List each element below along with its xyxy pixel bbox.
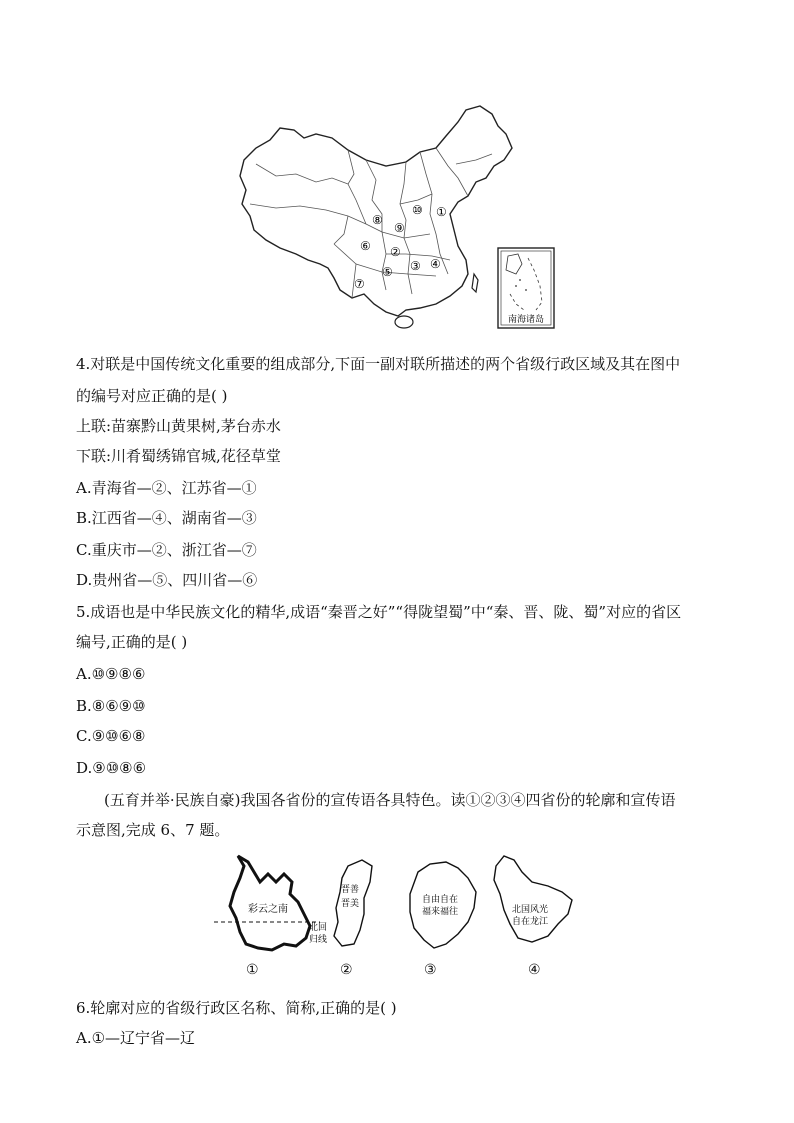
china-map xyxy=(236,104,566,332)
q5-option-d[interactable]: D.⑨⑩⑧⑥ xyxy=(76,759,147,777)
map-label-7: ⑦ xyxy=(354,277,365,291)
map-label-9: ⑨ xyxy=(394,221,405,235)
p2-slogan-line2: 晋美 xyxy=(340,899,360,909)
hainan-island xyxy=(395,316,413,328)
p1-slogan: 彩云之南 xyxy=(248,904,288,915)
intro-line2: 示意图,完成 6、7 题。 xyxy=(76,821,230,839)
province-number-1: ① xyxy=(246,962,259,978)
p3-slogan-line2: 福来福往 xyxy=(421,907,459,917)
province-4-outline xyxy=(494,856,572,942)
p4-slogan-line1: 北国风光 xyxy=(511,905,549,915)
map-label-2: ② xyxy=(390,245,401,259)
q4-couplet-up: 上联:苗寨黔山黄果树,茅台赤水 xyxy=(76,417,281,435)
province-3-outline xyxy=(410,862,476,948)
q4-option-c[interactable]: C.重庆市—②、浙江省—⑦ xyxy=(76,541,257,559)
q5-stem-line1: 5.成语也是中华民族文化的精华,成语“秦晋之好”“得陇望蜀”中“秦、晋、陇、蜀”对应的省区 xyxy=(76,603,682,621)
q5-option-b[interactable]: B.⑧⑥⑨⑩ xyxy=(76,697,146,715)
q4-stem-line1: 4.对联是中国传统文化重要的组成部分,下面一副对联所描述的两个省级行政区域及其在图中 xyxy=(76,355,681,373)
q6-stem: 6.轮廓对应的省级行政区名称、简称,正确的是( ) xyxy=(76,999,397,1017)
province-outlines-svg xyxy=(214,852,584,960)
province-number-2: ② xyxy=(340,962,353,978)
province-outlines xyxy=(214,852,584,982)
q5-stem-line2: 编号,正确的是( ) xyxy=(76,633,188,651)
taiwan-island xyxy=(472,274,478,292)
q5-option-c[interactable]: C.⑨⑩⑥⑧ xyxy=(76,727,146,745)
q5-option-a[interactable]: A.⑩⑨⑧⑥ xyxy=(76,665,146,683)
p4-slogan-line2: 自在龙江 xyxy=(511,917,549,927)
intro-line1: (五育并举·民族自豪)我国各省份的宣传语各具特色。读①②③④四省份的轮廓和宣传语 xyxy=(104,791,676,809)
map-label-1: ① xyxy=(436,205,447,219)
p2-slogan-line1: 晋善 xyxy=(340,885,360,895)
province-borders xyxy=(250,148,492,298)
q4-option-b[interactable]: B.江西省—④、湖南省—③ xyxy=(76,509,257,527)
map-label-4: ④ xyxy=(430,257,441,271)
map-label-8: ⑧ xyxy=(372,213,383,227)
q4-couplet-down: 下联:川肴蜀绣锦官城,花径草堂 xyxy=(76,447,281,465)
map-label-5: ⑤ xyxy=(382,265,393,279)
p1-tropic-line2: 归线 xyxy=(308,935,328,945)
p3-slogan-line1: 自由自在 xyxy=(421,895,459,905)
province-2-outline xyxy=(334,860,372,946)
china-map-svg xyxy=(236,104,566,332)
q6-option-a[interactable]: A.①—辽宁省—辽 xyxy=(76,1029,196,1047)
province-number-3: ③ xyxy=(424,962,437,978)
china-outline xyxy=(240,106,512,316)
q4-option-a[interactable]: A.青海省—②、江苏省—① xyxy=(76,479,257,497)
q4-option-d[interactable]: D.贵州省—⑤、四川省—⑥ xyxy=(76,571,258,589)
q4-stem-line2: 的编号对应正确的是( ) xyxy=(76,387,228,405)
province-1-outline xyxy=(214,856,327,950)
map-label-6: ⑥ xyxy=(360,239,371,253)
inset-label: 南海诸岛 xyxy=(507,315,545,325)
map-label-3: ③ xyxy=(410,259,421,273)
p1-tropic-line1: 北回 xyxy=(308,923,328,933)
province-number-4: ④ xyxy=(528,962,541,978)
map-label-10: ⑩ xyxy=(412,203,423,217)
south-sea-inset xyxy=(498,248,554,328)
